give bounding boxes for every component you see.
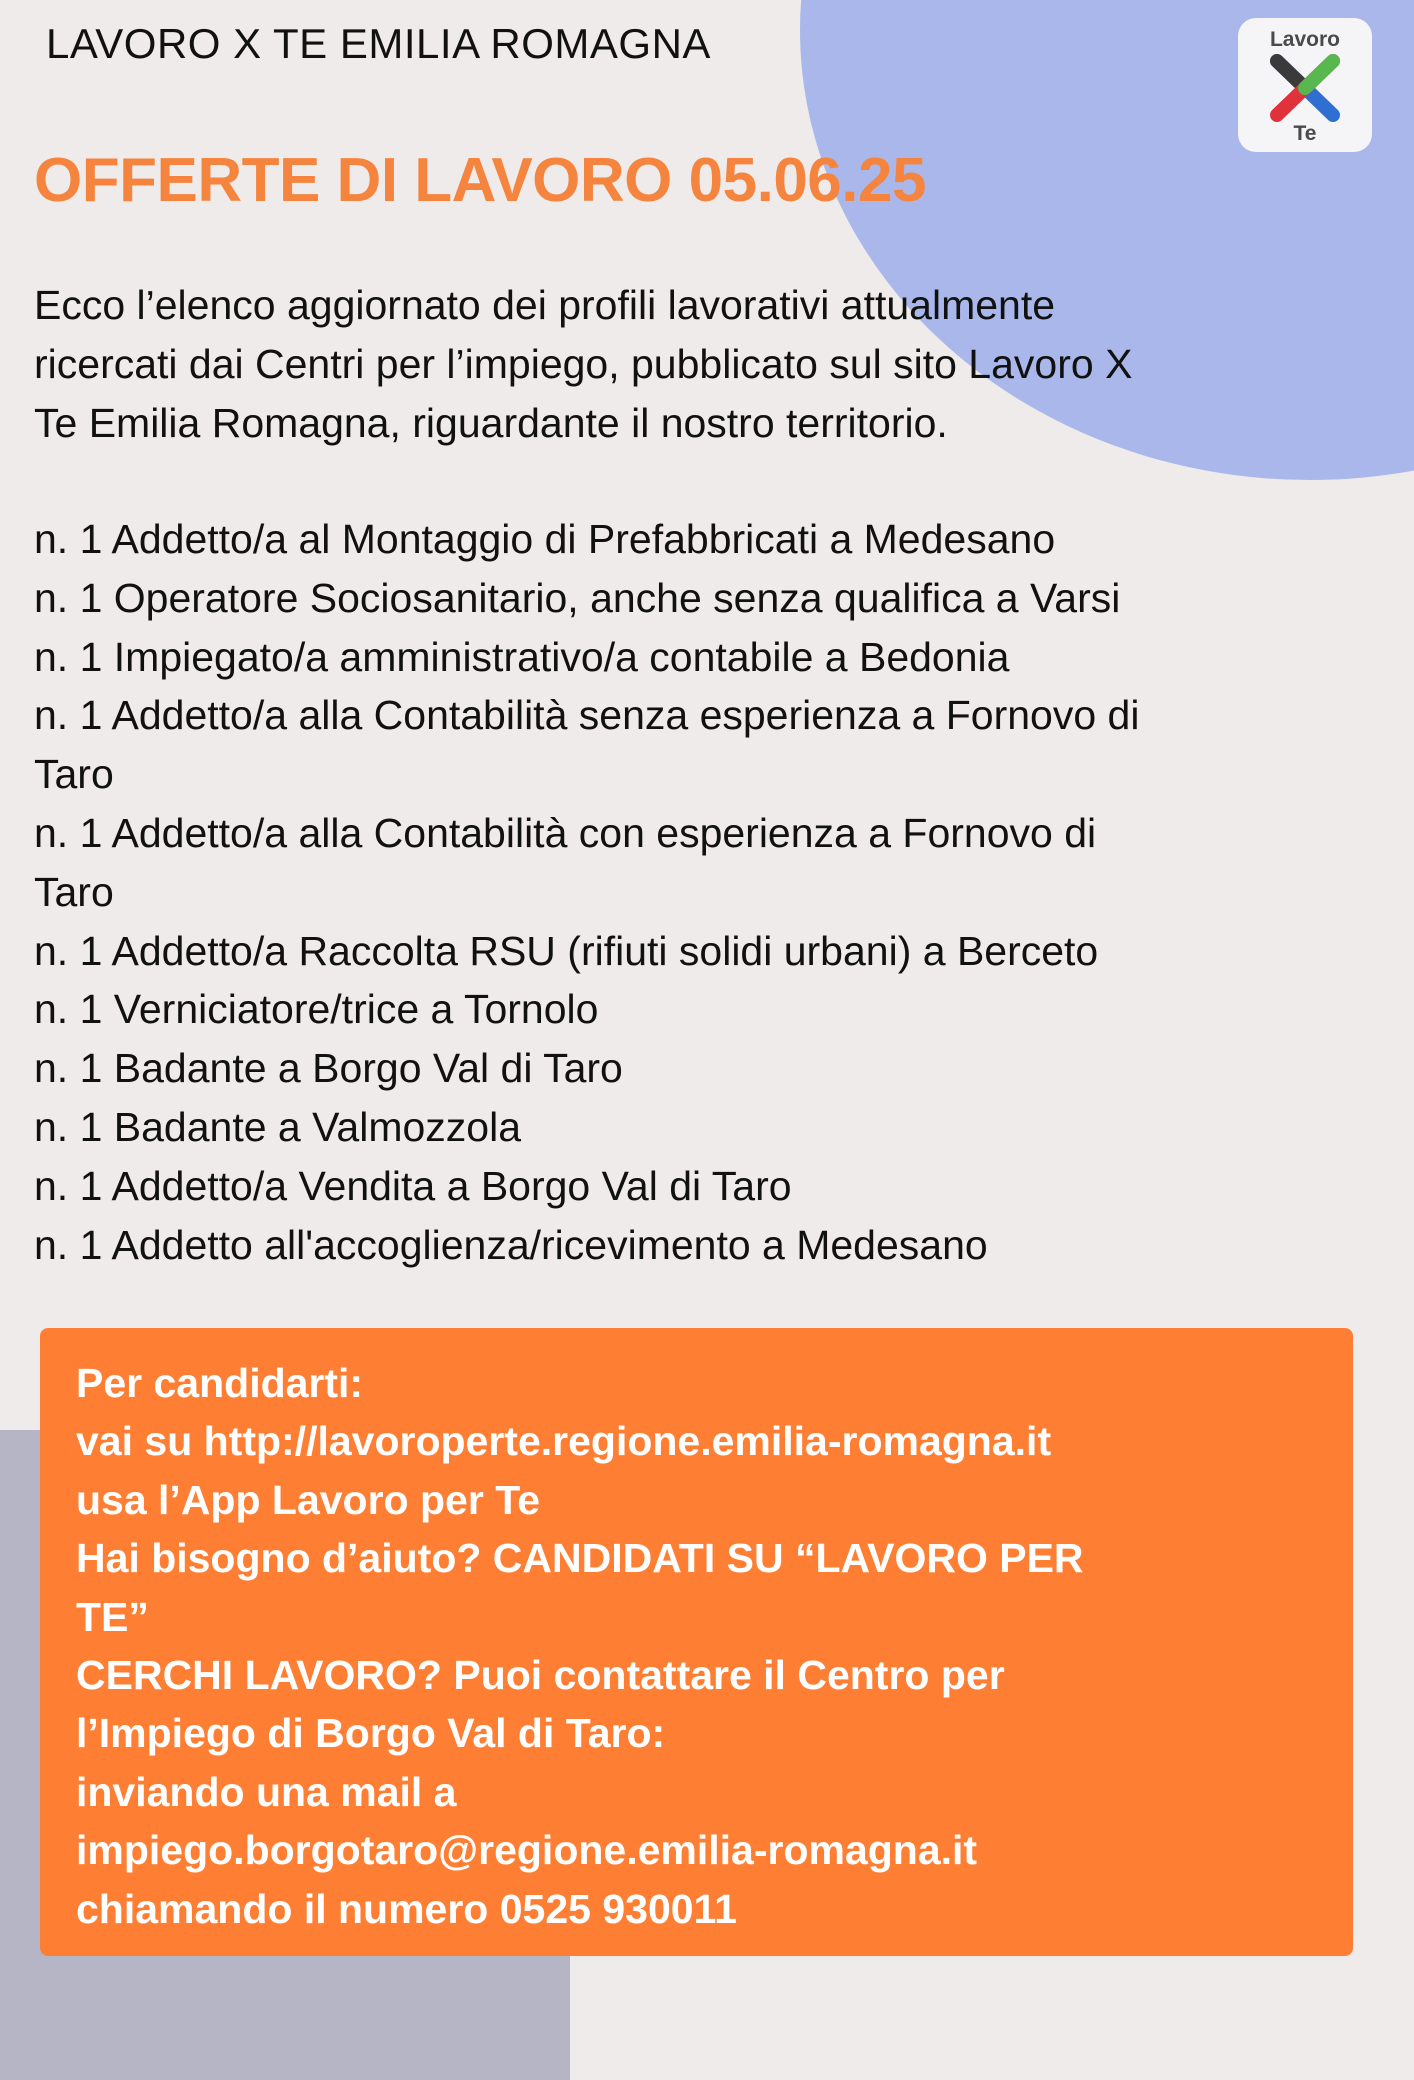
logo-word-te: Te (1293, 122, 1317, 145)
logo-x-mark-icon (1265, 51, 1345, 125)
apply-website-line: vai su http://lavoroperte.regione.emilia-romagna.it (76, 1418, 1052, 1465)
how-to-apply-box (40, 1328, 1353, 1956)
job-offer-item: n. 1 Badante a Valmozzola (34, 1103, 521, 1150)
job-offer-item: n. 1 Verniciatore/trice a Tornolo (34, 986, 599, 1033)
intro-line: Ecco l’elenco aggiornato dei profili lavorativi attualmente (34, 282, 1056, 328)
job-offer-item: n. 1 Addetto/a Raccolta RSU (rifiuti solidi urbani) a Berceto (34, 927, 1099, 974)
job-offer-item: n. 1 Addetto/a al Montaggio di Prefabbricati a Medesano (34, 516, 1056, 562)
logo-word-lavoro: Lavoro (1269, 28, 1340, 51)
apply-contact-line: CERCHI LAVORO? Puoi contattare il Centro per (76, 1652, 1005, 1699)
job-offer-item-continuation: Taro (34, 751, 114, 798)
apply-heading: Per candidarti: (76, 1360, 364, 1406)
job-offer-item-continuation: Taro (34, 868, 114, 915)
intro-line: ricercati dai Centri per l’impiego, pubblicato sul sito Lavoro X (34, 341, 1133, 387)
intro-paragraph (34, 276, 1384, 453)
apply-email-intro: inviando una mail a (76, 1768, 457, 1815)
apply-app-line: usa l’App Lavoro per Te (76, 1476, 540, 1523)
job-offer-item: n. 1 Impiegato/a amministrativo/a contabile a Bedonia (34, 633, 1010, 680)
intro-line: Te Emilia Romagna, riguardante il nostro territorio. (34, 400, 948, 446)
job-offer-item: n. 1 Addetto/a alla Contabilità senza esperienza a Fornovo di (34, 692, 1140, 739)
job-offers-list (34, 510, 1384, 1274)
job-offer-item: n. 1 Badante a Borgo Val di Taro (34, 1045, 623, 1092)
job-offer-item: n. 1 Operatore Sociosanitario, anche senza qualifica a Varsi (34, 574, 1121, 621)
offers-title: OFFERTE DI LAVORO 05.06.25 (34, 146, 926, 215)
apply-help-line: Hai bisogno d’aiuto? CANDIDATI SU “LAVORO PER (76, 1535, 1084, 1582)
lavoro-per-te-logo (1238, 18, 1372, 152)
apply-contact-line-continuation: l’Impiego di Borgo Val di Taro: (76, 1710, 666, 1757)
apply-help-line-continuation: TE” (76, 1593, 149, 1640)
apply-email-address: impiego.borgotaro@regione.emilia-romagna.it (76, 1827, 978, 1874)
job-offer-item: n. 1 Addetto/a alla Contabilità con esperienza a Fornovo di (34, 809, 1097, 856)
apply-phone-line: chiamando il numero 0525 930011 (76, 1885, 737, 1932)
job-offer-item: n. 1 Addetto/a Vendita a Borgo Val di Taro (34, 1162, 792, 1209)
page-header-title: LAVORO X TE EMILIA ROMAGNA (46, 20, 711, 67)
job-offer-item: n. 1 Addetto all'accoglienza/ricevimento a Medesano (34, 1221, 988, 1268)
